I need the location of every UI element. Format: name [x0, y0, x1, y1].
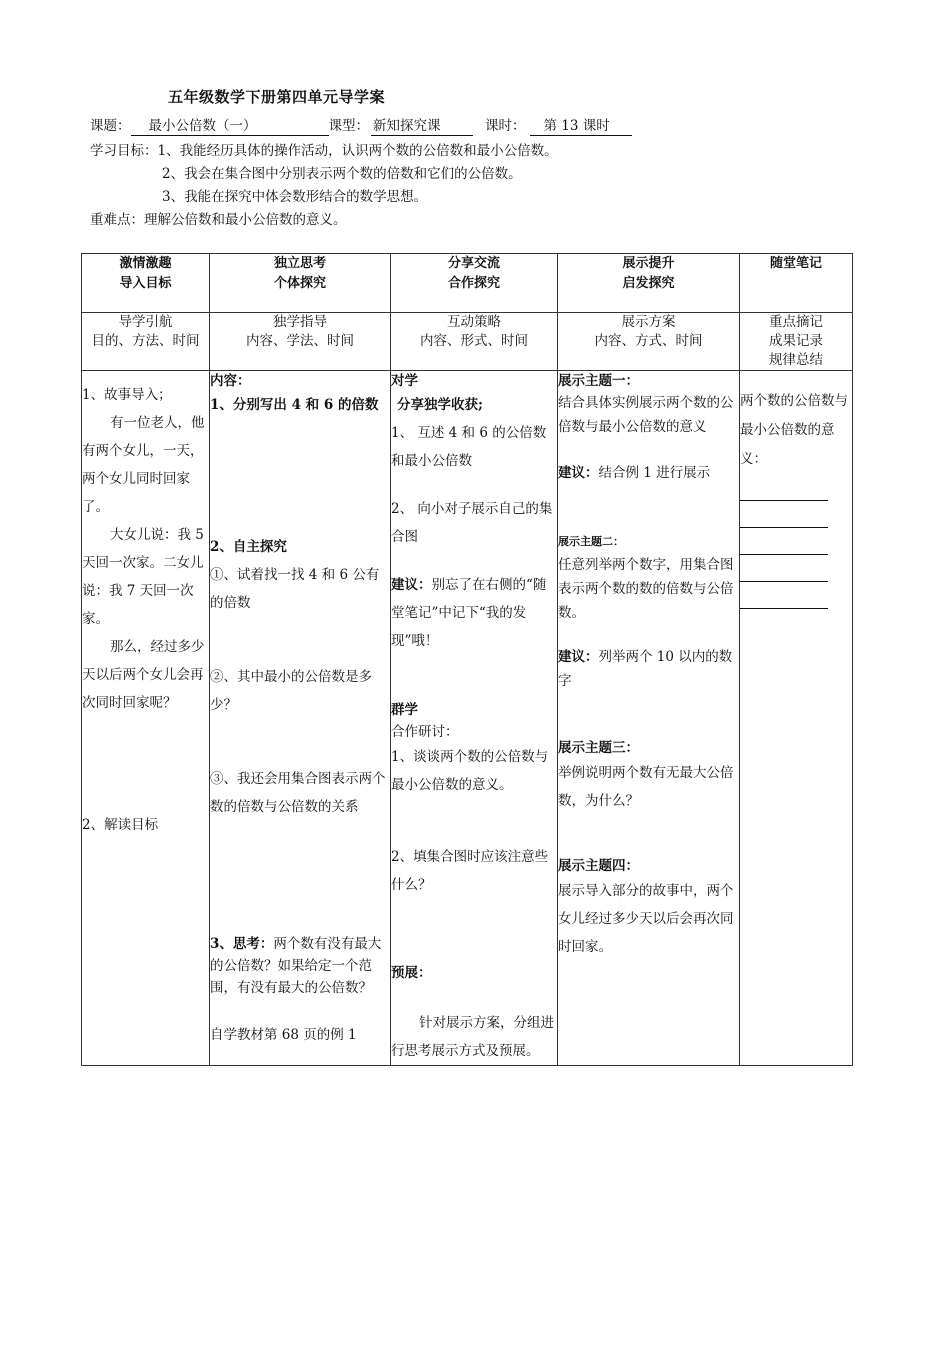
- topic-1-text: 结合具体实例展示两个数的公倍数与最小公倍数的意义: [558, 395, 734, 435]
- story-paragraph-2: 大女儿说：我 5 天回一次家。二女儿说：我 7 天回一次家。: [82, 527, 204, 627]
- goal-1: 1、我能经历具体的操作活动，认识两个数的公倍数和最小公倍数。: [157, 143, 558, 159]
- group-task-1: 1、谈谈两个数的公倍数与最小公倍数的意义。: [391, 749, 549, 793]
- topic-3-title: 展示主题三：: [558, 740, 639, 756]
- lesson-table: [81, 253, 853, 1066]
- key-label: 重难点：: [90, 212, 144, 228]
- notes-blank-line-3[interactable]: [740, 528, 828, 555]
- topic-value: 最小公倍数（一）: [131, 118, 329, 136]
- pair-study-heading: 对学: [391, 373, 418, 389]
- pair-tip: 建议：别忘了在右侧的“随堂笔记”中记下“我的发现”哦！: [391, 577, 547, 649]
- notes-blank-line-2[interactable]: [740, 501, 828, 528]
- preview-heading: 预展：: [391, 965, 432, 981]
- notes-prompt: 两个数的公倍数与最小公倍数的意义：: [740, 393, 848, 467]
- pair-task-1: 1、 互述 4 和 6 的公倍数和最小公倍数: [391, 425, 547, 469]
- pair-task-2: 2、 向小对子展示自己的集合图: [391, 501, 553, 545]
- group-study-heading: 群学: [391, 702, 418, 718]
- task-1: 1、分别写出 4 和 6 的倍数: [210, 397, 379, 413]
- preview-text: 针对展示方案，分组进行思考展示方式及预展。: [391, 1015, 554, 1059]
- topic-label: 课题：: [90, 118, 131, 134]
- header-col-1: 激情激趣 导入目标: [82, 254, 210, 313]
- task-2a: ①、试着找一找 4 和 6 公有的倍数: [210, 567, 380, 611]
- header-col-3: 分享交流 合作探究: [391, 254, 558, 313]
- header-col-5: 随堂笔记: [740, 254, 853, 313]
- subheader-col-3: 互动策略 内容、形式、时间: [391, 313, 558, 371]
- notes-blank-line-1[interactable]: [740, 474, 828, 501]
- subheader-col-2: 独学指导 内容、学法、时间: [210, 313, 391, 371]
- learning-goals: [90, 140, 558, 232]
- self-study-column: [210, 371, 391, 1066]
- presentation-column: [558, 371, 740, 1066]
- notes-blank-line-4[interactable]: [740, 555, 828, 582]
- task-2c: ③、我还会用集合图表示两个数的倍数与公倍数的关系: [210, 771, 386, 815]
- header-col-4: 展示提升 启发探究: [558, 254, 740, 313]
- topic-4-text: 展示导入部分的故事中，两个女儿经过多少天以后会再次同时回家。: [558, 883, 734, 955]
- goal-2: 2、我会在集合图中分别表示两个数的倍数和它们的公倍数。: [162, 166, 522, 182]
- self-study-note: 自学教材第 68 页的例 1: [210, 1027, 357, 1043]
- story-paragraph-3: 那么，经过多少天以后两个女儿会再次同时回家呢？: [82, 639, 205, 711]
- task-2-heading: 2、自主探究: [210, 539, 287, 555]
- subheader-col-1: 导学引航 目的、方法、时间: [82, 313, 210, 371]
- topic-3-text: 举例说明两个数有无最大公倍数，为什么？: [558, 765, 734, 809]
- header-col-2: 独立思考 个体探究: [210, 254, 391, 313]
- header-row: [82, 254, 853, 313]
- notes-column: [740, 371, 853, 1066]
- content-heading: 内容：: [210, 373, 251, 389]
- story-paragraph-1: 有一位老人，他有两个女儿，一天，两个女儿同时回家了。: [82, 415, 205, 515]
- pair-group-column: [391, 371, 558, 1066]
- story-heading: 1、故事导入；: [82, 387, 172, 403]
- content-row: [82, 371, 853, 1066]
- topic-2-title: 展示主题二：: [558, 535, 624, 548]
- topic-2-tip: 建议：列举两个 10 以内的数字: [558, 649, 733, 689]
- goals-label: 学习目标：: [90, 143, 158, 159]
- subheader-col-4: 展示方案 内容、方式、时间: [558, 313, 740, 371]
- group-discuss-heading: 合作研讨：: [391, 724, 459, 740]
- intro-column: [82, 371, 210, 1066]
- page-title: 五年级数学下册第四单元导学案: [168, 88, 386, 106]
- type-label: 课型：: [328, 118, 369, 134]
- lesson-meta: [90, 114, 632, 136]
- key-value: 理解公倍数和最小公倍数的意义。: [144, 212, 347, 228]
- topic-1-title: 展示主题一：: [558, 373, 639, 389]
- goals-reading: 2、解读目标: [82, 817, 159, 833]
- task-2b: ②、其中最小的公倍数是多少？: [210, 669, 372, 713]
- type-value: 新知探究课: [371, 118, 473, 136]
- topic-1-tip: 建议：结合例 1 进行展示: [558, 465, 711, 481]
- period-value: 第 13 课时: [530, 118, 632, 136]
- topic-2-text: 任意列举两个数字，用集合图表示两个数的数的倍数与公倍数。: [558, 557, 734, 621]
- topic-4-title: 展示主题四：: [558, 858, 639, 874]
- goal-3: 3、我能在探究中体会数形结合的数学思想。: [162, 189, 428, 205]
- task-3: 3、思考：两个数有没有最大的公倍数？如果给定一个范围，有没有最大的公倍数？: [210, 936, 382, 996]
- group-task-2: 2、填集合图时应该注意些什么？: [391, 849, 549, 893]
- period-label: 课时：: [485, 118, 526, 134]
- share-heading: 分享独学收获;: [397, 397, 483, 413]
- subheader-col-5: 重点摘记 成果记录 规律总结: [740, 313, 853, 371]
- notes-blank-line-5[interactable]: [740, 582, 828, 609]
- subheader-row: [82, 313, 853, 371]
